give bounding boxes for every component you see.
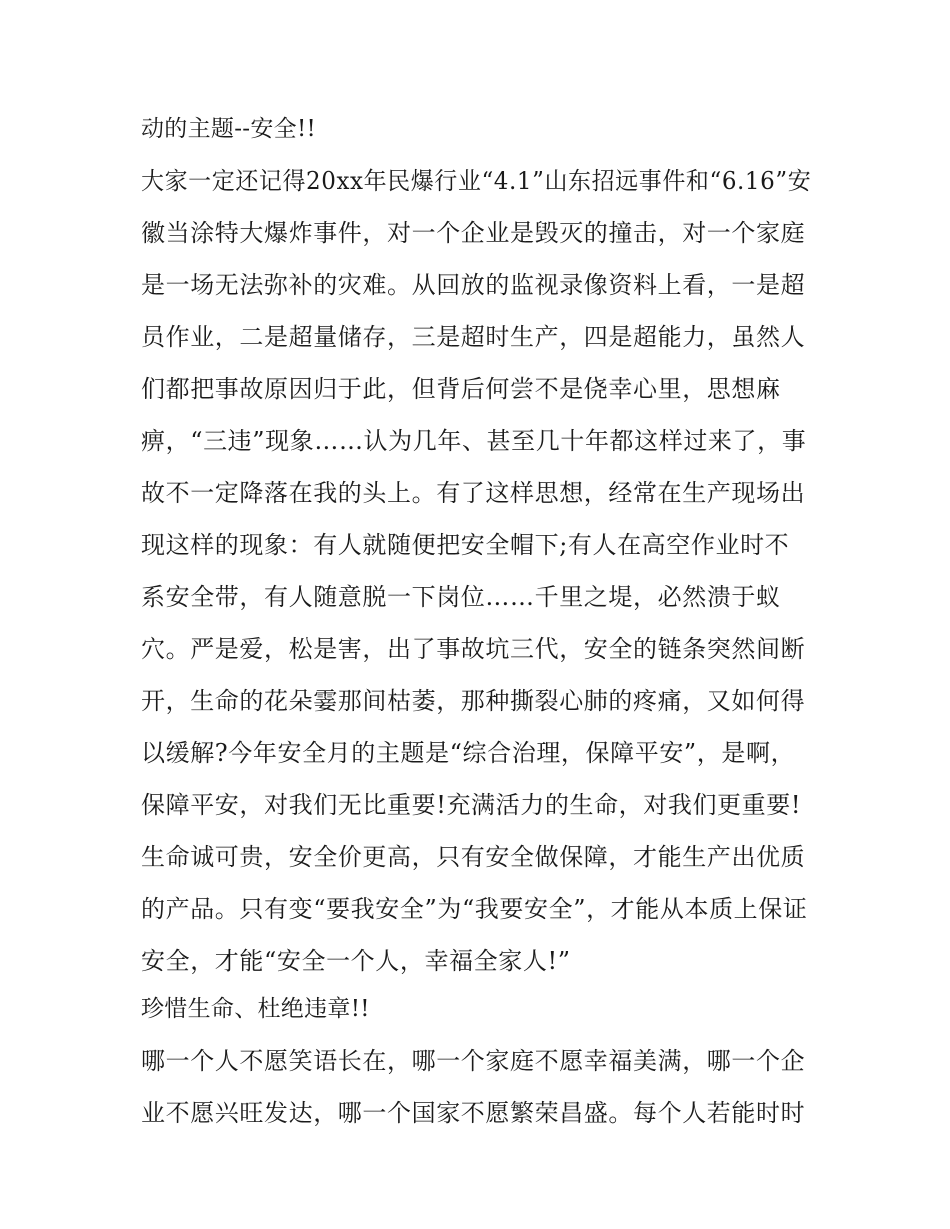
section-heading-cherish-life: 珍惜生命、杜绝违章!!	[141, 996, 370, 1022]
paragraph-line: 哪一个人不愿笑语长在，哪一个家庭不愿幸福美满，哪一个企	[141, 1047, 806, 1075]
paragraph-line: 保障平安，对我们无比重要!充满活力的生命，对我们更重要!	[141, 791, 802, 819]
paragraph-line: 安全，才能“安全一个人，幸福全家人!”	[141, 947, 571, 975]
paragraph-line: 故不一定降落在我的头上。有了这样思想，经常在生产现场出	[141, 479, 806, 507]
paragraph-line: 以缓解?今年安全月的主题是“综合治理，保障平安”，是啊，	[141, 739, 796, 767]
paragraph-line: 生命诚可贵，安全价更高，只有安全做保障，才能生产出优质	[141, 843, 806, 871]
paragraph-line: 们都把事故原因归于此，但背后何尝不是侥幸心里，思想麻	[141, 375, 781, 403]
section-heading-safety-theme: 动的主题--安全!!	[141, 116, 317, 142]
paragraph-line: 徽当涂特大爆炸事件，对一个企业是毁灭的撞击，对一个家庭	[141, 219, 806, 247]
paragraph-line: 员作业，二是超量储存，三是超时生产，四是超能力，虽然人	[141, 323, 806, 351]
paragraph-line: 痹，“三违”现象……认为几年、甚至几十年都这样过来了，事	[141, 427, 807, 455]
paragraph-line: 系安全带，有人随意脱一下岗位……千里之堤，必然溃于蚁	[141, 583, 781, 611]
paragraph-line: 是一场无法弥补的灾难。从回放的监视录像资料上看，一是超	[141, 271, 806, 299]
paragraph-line: 穴。严是爱，松是害，出了事故坑三代，安全的链条突然间断	[141, 635, 806, 663]
paragraph-line: 现这样的现象：有人就随便把安全帽下;有人在高空作业时不	[141, 531, 790, 559]
paragraph-line: 的产品。只有变“要我安全”为“我要安全”，才能从本质上保证	[141, 895, 808, 923]
paragraph-line: 业不愿兴旺发达，哪一个国家不愿繁荣昌盛。每个人若能时时	[141, 1099, 806, 1127]
paragraph-line: 大家一定还记得20xx年民爆行业“4.1”山东招远事件和“6.16”安	[141, 167, 812, 195]
paragraph-line: 开，生命的花朵霎那间枯萎，那种撕裂心肺的疼痛，又如何得	[141, 687, 806, 715]
